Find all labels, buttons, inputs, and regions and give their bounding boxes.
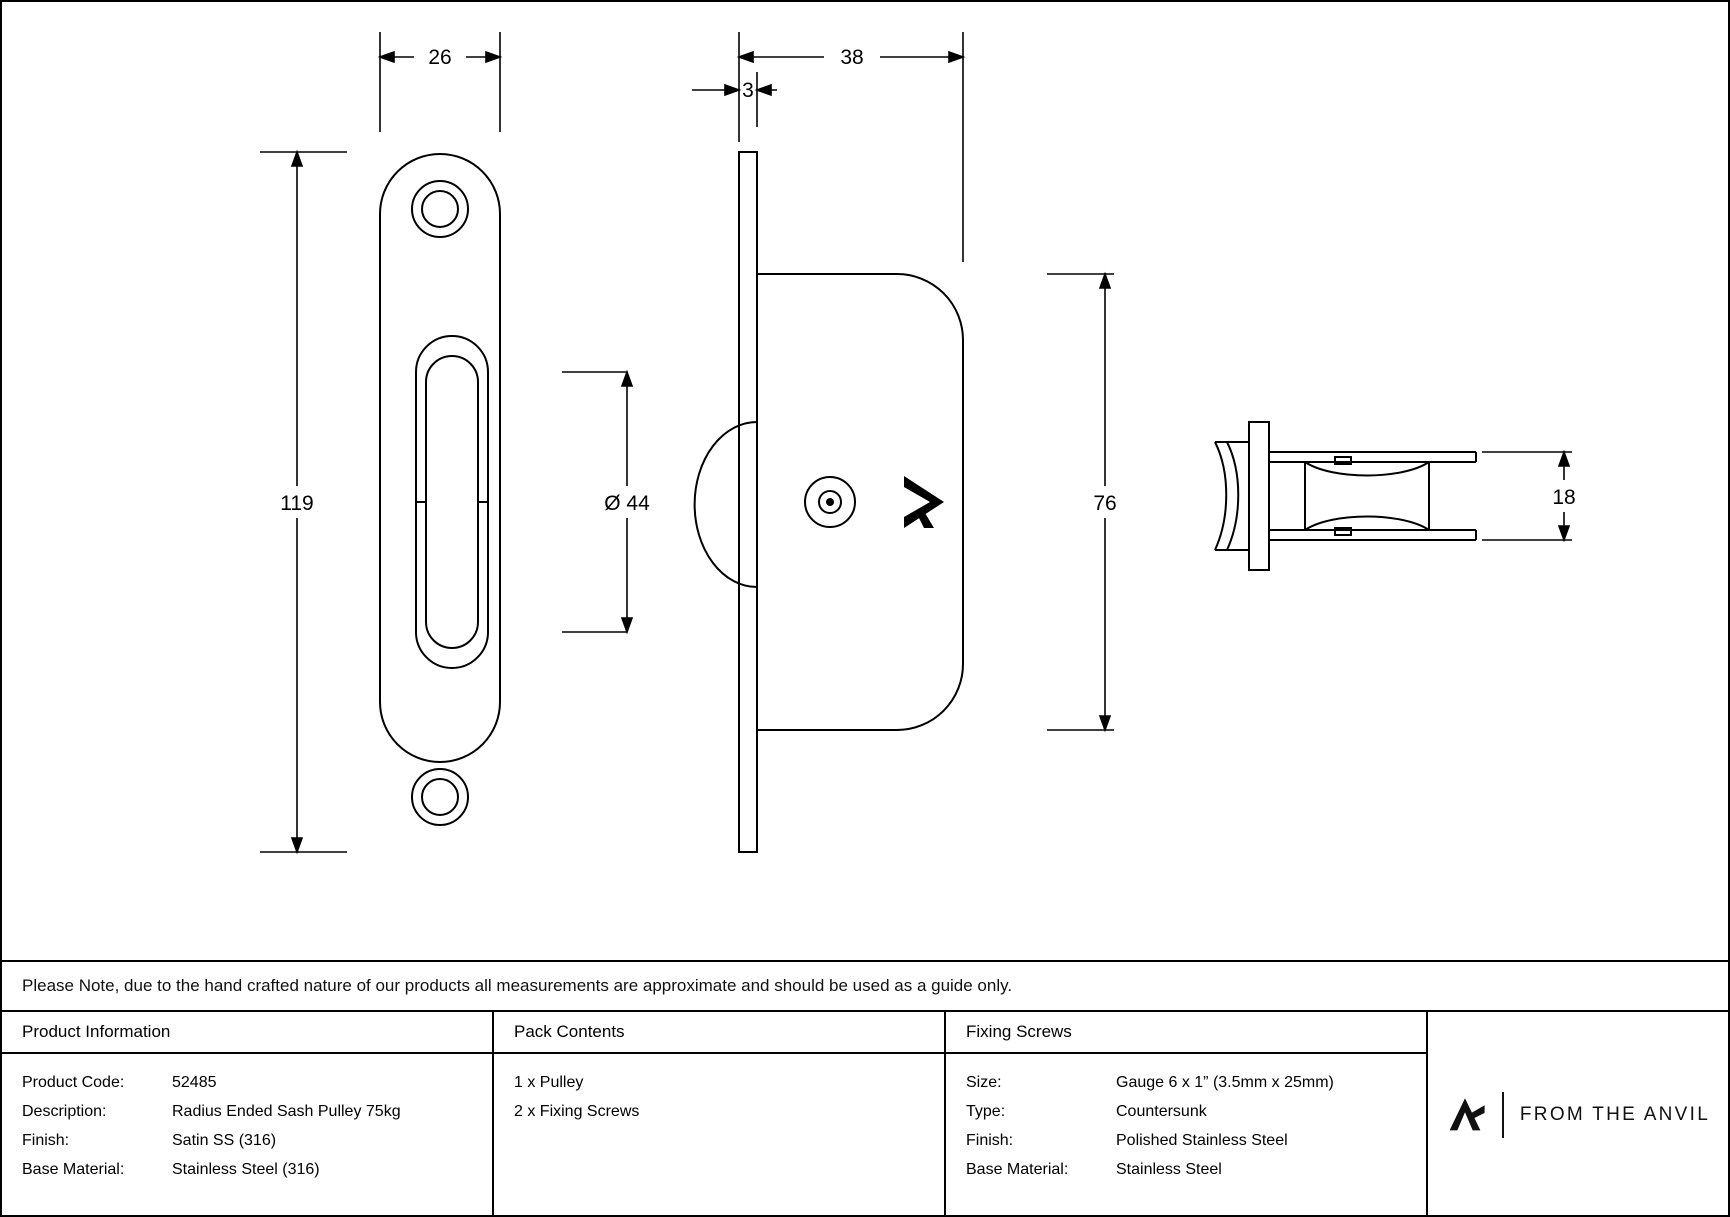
brand-logo: [1428, 1012, 1726, 1217]
screw-type-row: [966, 1097, 1426, 1126]
description-row: [22, 1097, 492, 1126]
screw-finish-row: [966, 1126, 1426, 1155]
axle-centre: [826, 498, 834, 506]
arrow-3-right: [757, 85, 771, 95]
dim-label-38: 38: [840, 46, 864, 69]
finish-row: [22, 1126, 492, 1155]
fixing-screws-column: [946, 1012, 1428, 1217]
screw-hole-top-inner: [422, 191, 458, 227]
wheel-profile-top: [1305, 462, 1429, 476]
break-line-2: [1227, 442, 1238, 550]
pack-contents-heading: Pack Contents: [494, 1012, 944, 1054]
stamped-logo-icon: [904, 476, 944, 528]
break-line-1: [1215, 442, 1226, 550]
arrow-26-left: [380, 52, 394, 62]
pack-contents-column: [494, 1012, 946, 1217]
screw-hole-bottom-outer: [412, 769, 468, 825]
screw-finish-value: Polished Stainless Steel: [1116, 1132, 1288, 1149]
fixing-screws-body: [946, 1054, 1426, 1184]
fixing-screws-heading: Fixing Screws: [946, 1012, 1426, 1054]
screw-size-row: [966, 1068, 1426, 1097]
logo-divider: [1502, 1092, 1504, 1138]
faceplate-outline: [380, 154, 500, 762]
anvil-a-icon: [1444, 1092, 1486, 1138]
product-code-label: Product Code:: [22, 1074, 125, 1091]
arrow-38-right: [949, 52, 963, 62]
description-label: Description:: [22, 1103, 107, 1120]
screw-type-label: Type:: [966, 1103, 1006, 1120]
screw-base-material-value: Stainless Steel: [1116, 1161, 1222, 1178]
brand-name: FROM THE ANVIL: [1519, 1103, 1711, 1125]
dim-label-wheel-diameter: Ø 44: [604, 492, 650, 515]
pack-contents-body: [494, 1054, 944, 1126]
pack-contents-item: 1 x Pulley: [514, 1074, 584, 1091]
technical-drawing: [2, 2, 1730, 962]
dim-label-119: 119: [280, 492, 314, 515]
screw-size-label: Size:: [966, 1074, 1002, 1091]
product-information-heading: Product Information: [2, 1012, 492, 1054]
arrow-44-top: [622, 372, 632, 386]
arrow-3-left: [725, 85, 739, 95]
wheel-profile-bottom: [1305, 517, 1429, 531]
arrow-44-bottom: [622, 618, 632, 632]
arrow-76-bottom: [1100, 716, 1110, 730]
description-value: Radius Ended Sash Pulley 75kg: [172, 1103, 401, 1120]
dim-label-76: 76: [1093, 492, 1117, 515]
brand-column: [1428, 1012, 1726, 1217]
wheel-slot-inner: [426, 356, 478, 648]
screw-type-value: Countersunk: [1116, 1103, 1207, 1120]
side-wheel-bulge: [695, 422, 757, 587]
arrow-26-right: [486, 52, 500, 62]
product-information-column: [2, 1012, 494, 1217]
screw-base-material-row: [966, 1155, 1426, 1184]
screw-finish-label: Finish:: [966, 1132, 1014, 1149]
finish-label: Finish:: [22, 1132, 70, 1149]
info-block: [2, 1012, 1728, 1217]
screw-hole-bottom-inner: [422, 779, 458, 815]
arrow-119-top: [292, 152, 302, 166]
section-plate: [1249, 422, 1269, 570]
screw-hole-top-outer: [412, 181, 468, 237]
finish-value: Satin SS (316): [172, 1132, 277, 1149]
approximate-measurements-note: [2, 960, 1728, 1012]
product-code-row: [22, 1068, 492, 1097]
pack-contents-item: 2 x Fixing Screws: [514, 1103, 640, 1120]
base-material-value: Stainless Steel (316): [172, 1161, 320, 1178]
dim-label-26: 26: [428, 46, 452, 69]
screw-base-material-label: Base Material:: [966, 1161, 1069, 1178]
arrow-18-top: [1559, 452, 1569, 466]
screw-size-value: Gauge 6 x 1” (3.5mm x 25mm): [1116, 1074, 1334, 1091]
product-code-value: 52485: [172, 1074, 217, 1091]
arrow-119-bottom: [292, 838, 302, 852]
base-material-row: [22, 1155, 492, 1184]
arrow-38-left: [739, 52, 753, 62]
base-material-label: Base Material:: [22, 1161, 125, 1178]
dim-label-3: 3: [742, 79, 754, 102]
product-information-body: [2, 1054, 492, 1184]
drawing-svg: [2, 2, 1730, 962]
note-text: Please Note, due to the hand crafted nature of our products all measurements are approximate and should be used as a guide only.: [22, 976, 1013, 995]
side-faceplate: [739, 152, 757, 852]
arrow-18-bottom: [1559, 526, 1569, 540]
arrow-76-top: [1100, 274, 1110, 288]
dim-label-18: 18: [1552, 486, 1576, 509]
